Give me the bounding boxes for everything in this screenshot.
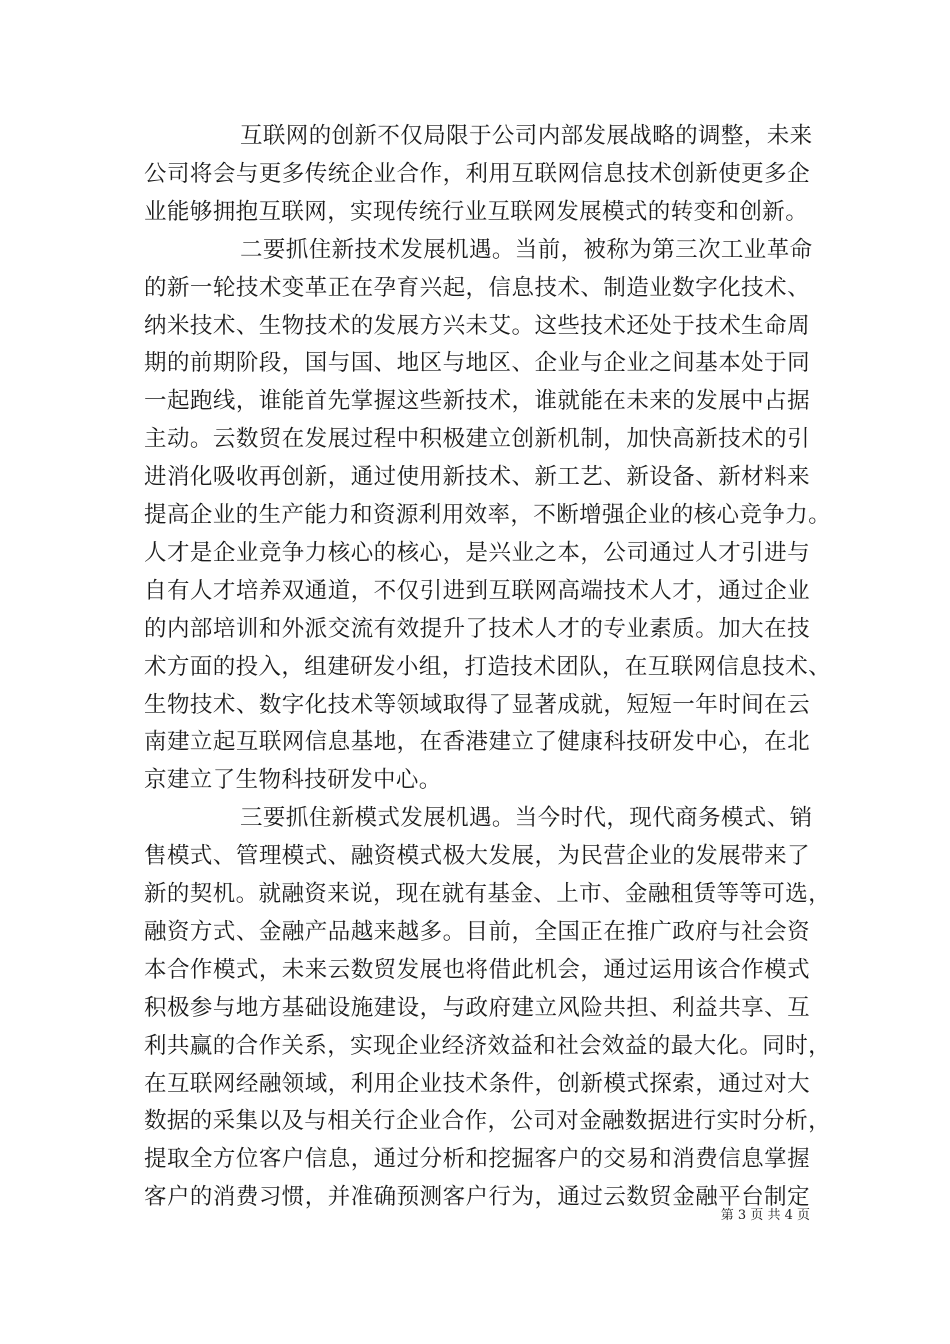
paragraph-line: 三要抓住新模式发展机遇。当今时代，现代商务模式、销 [240, 805, 813, 832]
paragraph-line: 纳米技术、生物技术的发展方兴未艾。这些技术还处于技术生命周 [144, 312, 810, 339]
paragraph-line: 新的契机。就融资来说，现在就有基金、上市、金融租赁等等可选， [144, 881, 832, 907]
paragraph-line: 主动。云数贸在发展过程中积极建立创新机制，加快高新技术的引 [144, 426, 810, 453]
paragraph-line: 融资方式、金融产品越来越多。目前，全国正在推广政府与社会资 [144, 918, 810, 945]
paragraph-line: 的新一轮技术变革正在孕育兴起，信息技术、制造业数字化技术、 [144, 274, 810, 301]
paragraph-line: 公司将会与更多传统企业合作，利用互联网信息技术创新使更多企 [144, 160, 810, 187]
paragraph-line: 进消化吸收再创新，通过使用新技术、新工艺、新设备、新材料来 [144, 464, 810, 491]
paragraph-line: 利共赢的合作关系，实现企业经济效益和社会效益的最大化。同时， [144, 1032, 832, 1059]
paragraph-line: 二要抓住新技术发展机遇。当前，被称为第三次工业革命 [240, 236, 813, 263]
paragraph-line: 自有人才培养双通道，不仅引进到互联网高端技术人才，通过企业 [144, 577, 810, 604]
paragraph-line: 术方面的投入，组建研发小组，打造技术团队，在互联网信息技术、 [144, 653, 832, 680]
paragraph-line: 业能够拥抱互联网，实现传统行业互联网发展模式的转变和创新。 [144, 198, 809, 225]
page-number-footer: 第 3 页 共 4 页 [720, 1208, 810, 1223]
paragraph-line: 一起跑线，谁能首先掌握这些新技术，谁就能在未来的发展中占据 [144, 388, 810, 415]
paragraph-line: 数据的采集以及与相关行企业合作，公司对金融数据进行实时分析， [144, 1108, 832, 1135]
paragraph-line: 提高企业的生产能力和资源利用效率，不断增强企业的核心竞争力。 [144, 502, 832, 528]
paragraph-line: 京建立了生物科技研发中心。 [144, 767, 442, 794]
paragraph-line: 积极参与地方基础设施建设，与政府建立风险共担、利益共享、互 [144, 994, 810, 1021]
paragraph-line: 南建立起互联网信息基地，在香港建立了健康科技研发中心，在北 [144, 729, 810, 756]
paragraph-line: 客户的消费习惯，并准确预测客户行为，通过云数贸金融平台制定 [144, 1184, 810, 1211]
paragraph-line: 期的前期阶段，国与国、地区与地区、企业与企业之间基本处于同 [144, 350, 810, 377]
paragraph-line: 人才是企业竞争力核心的核心，是兴业之本，公司通过人才引进与 [144, 539, 810, 566]
paragraph-line: 的内部培训和外派交流有效提升了技术人才的专业素质。加大在技 [144, 615, 810, 642]
paragraph-line: 本合作模式，未来云数贸发展也将借此机会，通过运用该合作模式 [144, 956, 810, 983]
paragraph-line: 售模式、管理模式、融资模式极大发展，为民营企业的发展带来了 [144, 843, 810, 870]
paragraph-line: 在互联网经融领域，利用企业技术条件，创新模式探索，通过对大 [144, 1070, 810, 1097]
paragraph-line: 提取全方位客户信息，通过分析和挖掘客户的交易和消费信息掌握 [144, 1146, 810, 1173]
paragraph-line: 生物技术、数字化技术等领域取得了显著成就，短短一年时间在云 [144, 691, 810, 718]
paragraph-line: 互联网的创新不仅局限于公司内部发展战略的调整，未来 [240, 123, 813, 149]
